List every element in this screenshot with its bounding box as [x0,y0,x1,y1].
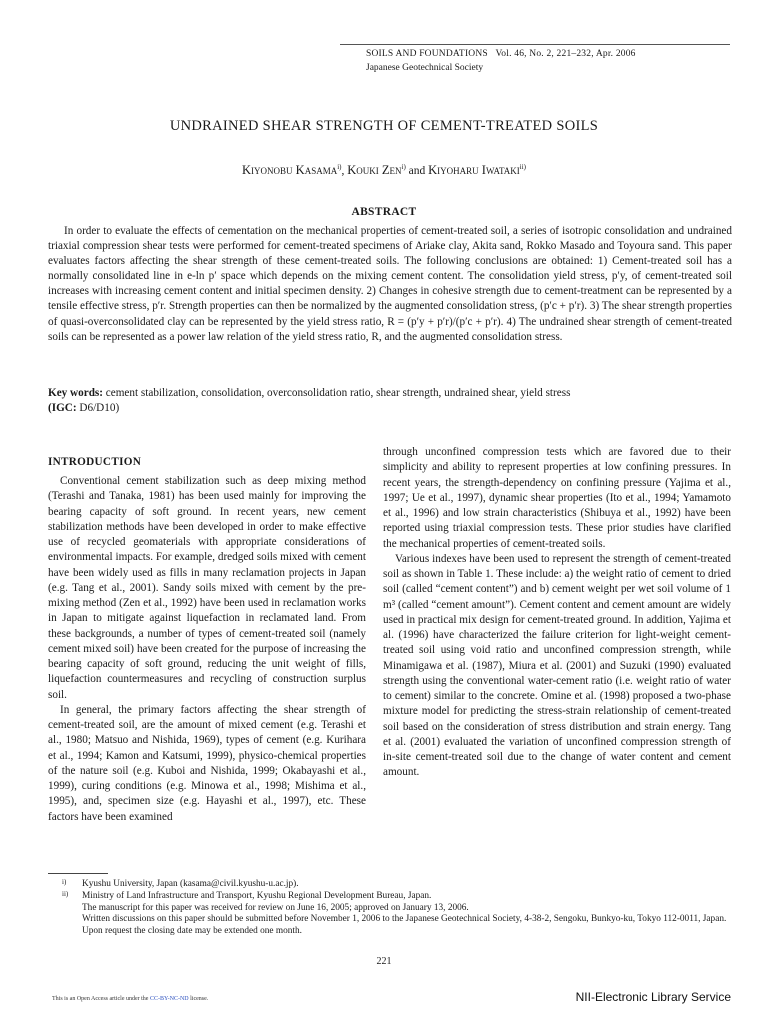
keywords-label: Key words: [48,387,103,399]
footnote-text: Kyushu University, Japan (kasama@civil.kyushu-u.ac.jp). [82,879,299,889]
paragraph: Conventional cement stabilization such as deep mixing method (Terashi and Tanaka, 1981) has been used mainly for improving the bearing capacity of soft ground. In recent years, new cement stabilization methods have been developed in order to make effective use of recycled geomaterials with appropriate considerations of environmental impacts. For example, dredged soils mixed with cement have been widely used as fills in many reclamation projects in Japan (e.g. Tang et al., 2001). Sandy soils mixed with cement by the pre-mixing method (Zen et al., 1992) have been used in reclamation works in Japan to mitigate against liquefaction in reclamated land. From these backgrounds, a number of types of cement-treated soil (namely cement mixed soil) have been created for the purpose of increasing the bearing capacity of soft ground, reducing the unit weight of fills, liquefaction countermeasures and recycling of construction surplus soil. [48,475,366,701]
author-name: Kouki Zen [347,163,402,177]
journal-name: SOILS AND FOUNDATIONS [366,49,488,59]
right-column [383,445,731,781]
footnote [62,879,732,891]
footnote-text: Ministry of Land Infrastructure and Transport, Kyushu Regional Development Bureau, Japan. [82,890,432,901]
journal-volume: Vol. 46, No. 2, 221–232, Apr. 2006 [495,49,636,59]
keywords-text: cement stabilization, consolidation, overconsolidation ratio, shear strength, undrained shear, yield stress [103,387,571,399]
library-service-label: NII-Electronic Library Service [575,990,731,1004]
open-access-notice [52,996,208,1002]
abstract-text: In order to evaluate the effects of cementation on the mechanical properties of cement-treated soil, a series of isotropic consolidation and undrained triaxial compression shear tests were performed for cement-treated specimens of Ariake clay, Akita sand, Rokko Masado and Toyoura sand. This paper evaluates factors affecting the shear strength of these cement-treated soils. The following conclusions are obtained: 1) Cement-treated soil has a normally consolidated line in e-ln p′ space which depends on the mixing cement content. The consolidation yield stress, p′y, of cement-treated soil increases with increasing cement content and initial specimen density. 2) Changes in cohesive strength due to cement-treatment can be represented by a tensile effective stress, p′r. Strength properties can then be normalized by the augmented consolidation stress, (p′c + p′r). 3) The shear strength properties of quasi-overconsolidated clay can be represented by the yield stress ratio, R = (p′y + p′r)/(p′c + p′r). 4) The undrained shear strength of cement-treated soils can be represented as a power law relation of the yield stress ratio, R, and the augmented consolidation stress. [48,225,732,343]
open-access-suffix: license. [188,996,209,1002]
author-list [0,163,768,178]
page-number: 221 [376,956,392,967]
paper-title: UNDRAINED SHEAR STRENGTH OF CEMENT-TREATED SOILS [169,118,599,134]
journal-citation [366,49,636,59]
igc-text: D6/D10) [76,402,120,414]
paragraph: through unconfined compression tests which are favored due to their simplicity and ability to represent properties at low confining pressures. In recent years, the strength-dependency on confining pressure (Yajima et al., 1997; Ue et al., 1997), dynamic shear properties (Ito et al., 1994; Yamamoto et al., 1996) and low strain characteristics (Shibuya et al., 1992) have been reported using triaxial compression tests. These prior studies have clarified the mechanical properties of cement-treated soils. [383,446,731,550]
author-separator: and [405,165,429,177]
footnote-mark: ii) [62,889,69,898]
footnote-rule [48,873,108,874]
footnote [62,891,732,903]
paragraph: In general, the primary factors affecting the shear strength of cement-treated soil, are the amount of mixed cement (e.g. Terashi et al., 1980; Matsuo and Nishida, 1969), types of cement (e.g. Kurihara et al., 1994; Kamon and Katsumi, 1999), physico-chemical properties of the nature soil (e.g. Kuboi and Nishida, 1999; Okabayashi et al., 1999), curing conditions (e.g. Minowa et al., 1998; Mishima et al., 1995), and, specimen size (e.g. Hayashi et al., 1997), etc. These factors have been examined [48,703,366,823]
footnote [62,914,732,938]
affiliation-mark: i) [337,163,342,172]
paragraph: Various indexes have been used to represent the strength of cement-treated soil as shown in Table 1. These include: a) the weight ratio of cement to dried soil (called “cement content”) and b) cement weight per wet soil volume of 1 m³ (called “cement amount”). Cement content and cement amount are widely used in practical mix design for cement-treated ground. In addition, Yajima et al. (1996) have characterized the failure criterion for light-weight cement-treated soil using void ratio and unconfined compression strength, while Minamigawa et al. (1987), Miura et al. (2001) and Suzuki (1990) evaluated strength using the conventional water-cement ratio (i.e. weight ratio of water to cement) similar to the concrete. Omine et al. (1998) proposed a two-phase mixture model for predicting the stress-strain relationship of cement-treated soil based on the consideration of stress distribution and strain energy. Tang et al. (2001) evaluated the variation of unconfined compression strength of in-site cement-treated soil due to the change of water content and cement amount. [383,552,731,779]
footnote-mark: i) [62,878,67,886]
footnote-text: Written discussions on this paper should be submitted before November 1, 2006 to the Japanese Geotechnical Society, 4-38-2, Sengoku, Bunkyo-ku, Tokyo 112-0011, Japan. Upon request the closing date may be extended one month. [82,914,727,937]
author-name: Kiyonobu Kasama [242,163,338,177]
footnote-text: The manuscript for this paper was received for review on June 16, 2005; approved on January 13, 2006. [82,902,469,913]
footnotes [62,879,732,938]
left-column [48,474,366,825]
license-link[interactable]: CC-BY-NC-ND [149,996,189,1002]
igc-label: (IGC: [48,402,77,414]
header-rule [340,44,730,45]
affiliation-mark: ii) [519,163,526,172]
keywords [48,386,732,416]
affiliation-mark: i) [401,163,406,172]
society-name: Japanese Geotechnical Society [366,63,484,73]
author-name: Kiyoharu Iwataki [428,163,520,177]
open-access-prefix: This is an Open Access article under the [52,996,150,1002]
author-separator: , [341,165,348,177]
section-heading-introduction: INTRODUCTION [48,456,142,468]
abstract-heading: ABSTRACT [351,206,417,218]
footnote [62,903,732,915]
